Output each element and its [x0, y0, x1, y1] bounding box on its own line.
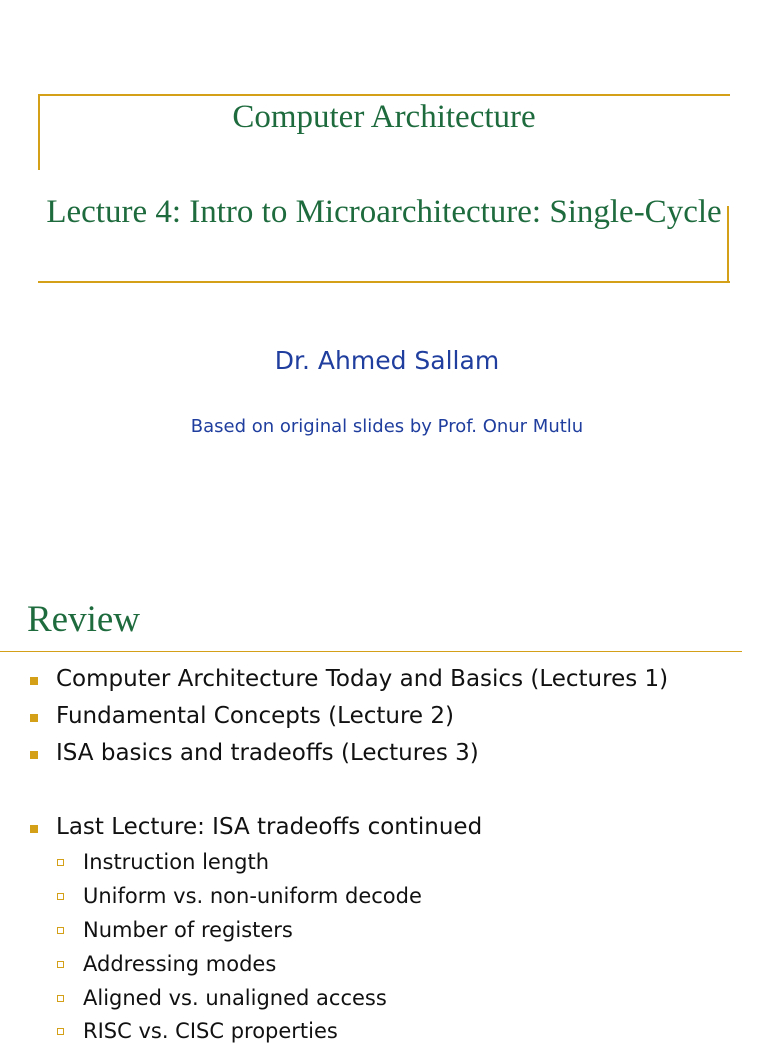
bullet-text: ISA basics and tradeoffs (Lectures 3) [56, 740, 479, 766]
bullet-item [0, 736, 768, 770]
slide-title: Review [27, 599, 141, 640]
square-bullet-icon [30, 751, 38, 759]
lecture-title: Lecture 4: Intro to Microarchitecture: Single-Cycle [46, 194, 722, 230]
sub-bullet-text: Uniform vs. non-uniform decode [83, 884, 422, 908]
author-name: Dr. Ahmed Sallam [274, 346, 500, 375]
sub-bullet-text: RISC vs. CISC properties [83, 1019, 338, 1043]
course-title: Computer Architecture [232, 99, 536, 135]
sub-bullet-item [0, 1015, 768, 1049]
hollow-square-bullet-icon [57, 859, 64, 866]
bullet-text: Computer Architecture Today and Basics (Lectures 1) [56, 666, 669, 692]
square-bullet-icon [30, 714, 38, 722]
hollow-square-bullet-icon [57, 927, 64, 934]
bullet-text: Last Lecture: ISA tradeoffs continued [56, 814, 483, 840]
bullet-item [0, 810, 768, 844]
bullet-item [0, 699, 768, 733]
sub-bullet-text: Addressing modes [83, 952, 277, 976]
review-slide [0, 560, 768, 1043]
hollow-square-bullet-icon [57, 893, 64, 900]
square-bullet-icon [30, 677, 38, 685]
decorative-line-bottom [38, 281, 730, 283]
sub-bullet-item [0, 982, 768, 1016]
hollow-square-bullet-icon [57, 961, 64, 968]
credit-line: Based on original slides by Prof. Onur Mutlu [190, 416, 584, 437]
bullet-text: Fundamental Concepts (Lecture 2) [56, 703, 454, 729]
sub-bullet-item [0, 846, 768, 880]
sub-bullet-item [0, 914, 768, 948]
hollow-square-bullet-icon [57, 995, 64, 1002]
sub-bullet-item [0, 880, 768, 914]
hollow-square-bullet-icon [57, 1028, 64, 1035]
title-underline [0, 651, 742, 652]
sub-bullet-item [0, 948, 768, 982]
sub-bullet-text: Aligned vs. unaligned access [83, 986, 387, 1010]
sub-bullet-text: Instruction length [83, 850, 270, 874]
sub-bullet-text: Number of registers [83, 918, 293, 942]
square-bullet-icon [30, 825, 38, 833]
bullet-item [0, 662, 768, 696]
